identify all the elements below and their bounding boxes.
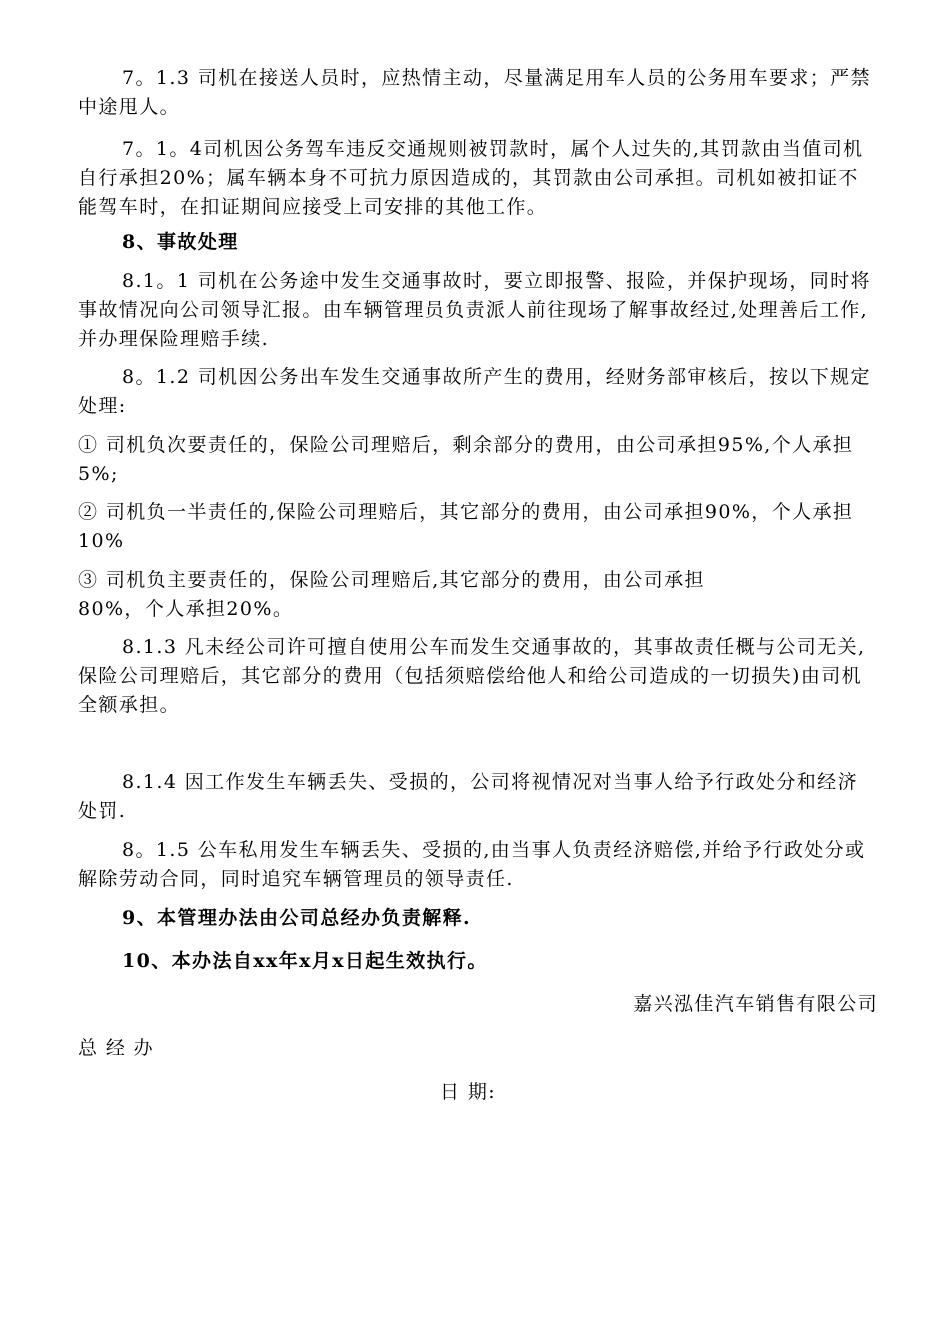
list-item-1: ① 司机负次要责任的，保险公司理赔后，剩余部分的费用，由公司承担95%,个人承担5%;	[78, 434, 854, 485]
department-signature: 总 经 办	[78, 1037, 155, 1059]
paragraph-8-1-3: 8.1.3 凡未经公司许可擅自使用公车而发生交通事故的，其事故责任概与公司无关,保险公司理赔后，其它部分的费用（包括须赔偿给他人和给公司造成的一切损失)由司机全额承担。	[78, 636, 866, 716]
company-signature: 嘉兴泓佳汽车销售有限公司	[633, 993, 878, 1015]
section-heading-10: 10、本办法自xx年x月x日起生效执行。	[122, 950, 488, 972]
paragraph-8-1-5: 8。1.5 公车私用发生车辆丢失、受损的,由当事人负责经济赔偿,并给予行政处分或解除劳动合同，同时追究车辆管理员的领导责任.	[78, 839, 866, 890]
date-label: 日 期:	[440, 1081, 497, 1103]
section-heading-9: 9、本管理办法由公司总经办负责解释.	[122, 907, 472, 929]
paragraph-7-1-3: 7。1.3 司机在接送人员时，应热情主动，尽量满足用车人员的公务用车要求；严禁中途甩人。	[78, 67, 871, 118]
paragraph-8-1-4: 8.1.4 因工作发生车辆丢失、受损的，公司将视情况对当事人给予行政处分和经济处罚.	[78, 771, 858, 822]
list-item-3-line-2: 80%，个人承担20%。	[78, 598, 294, 620]
list-item-2: ② 司机负一半责任的,保险公司理赔后，其它部分的费用，由公司承担90%，个人承担10%	[78, 501, 854, 552]
paragraph-8-1-2: 8。1.2 司机因公务出车发生交通事故所产生的费用，经财务部审核后，按以下规定处理:	[78, 366, 871, 417]
list-item-3-line-1: ③ 司机负主要责任的，保险公司理赔后,其它部分的费用，由公司承担	[78, 569, 705, 591]
paragraph-7-1-4: 7。1。4司机因公务驾车违反交通规则被罚款时，属个人过失的,其罚款由当值司机自行承担20%；属车辆本身不可抗力原因造成的，其罚款由公司承担。司机如被扣证不能驾车时，在扣证期间应接受上司安排的其他工作。	[78, 138, 864, 218]
paragraph-8-1-1: 8.1。1 司机在公务途中发生交通事故时，要立即报警、报险，并保护现场，同时将事故情况向公司领导汇报。由车辆管理员负责派人前往现场了解事故经过,处理善后工作,并办理保险理赔手续.	[78, 270, 871, 350]
section-heading-8: 8、事故处理	[122, 231, 239, 253]
